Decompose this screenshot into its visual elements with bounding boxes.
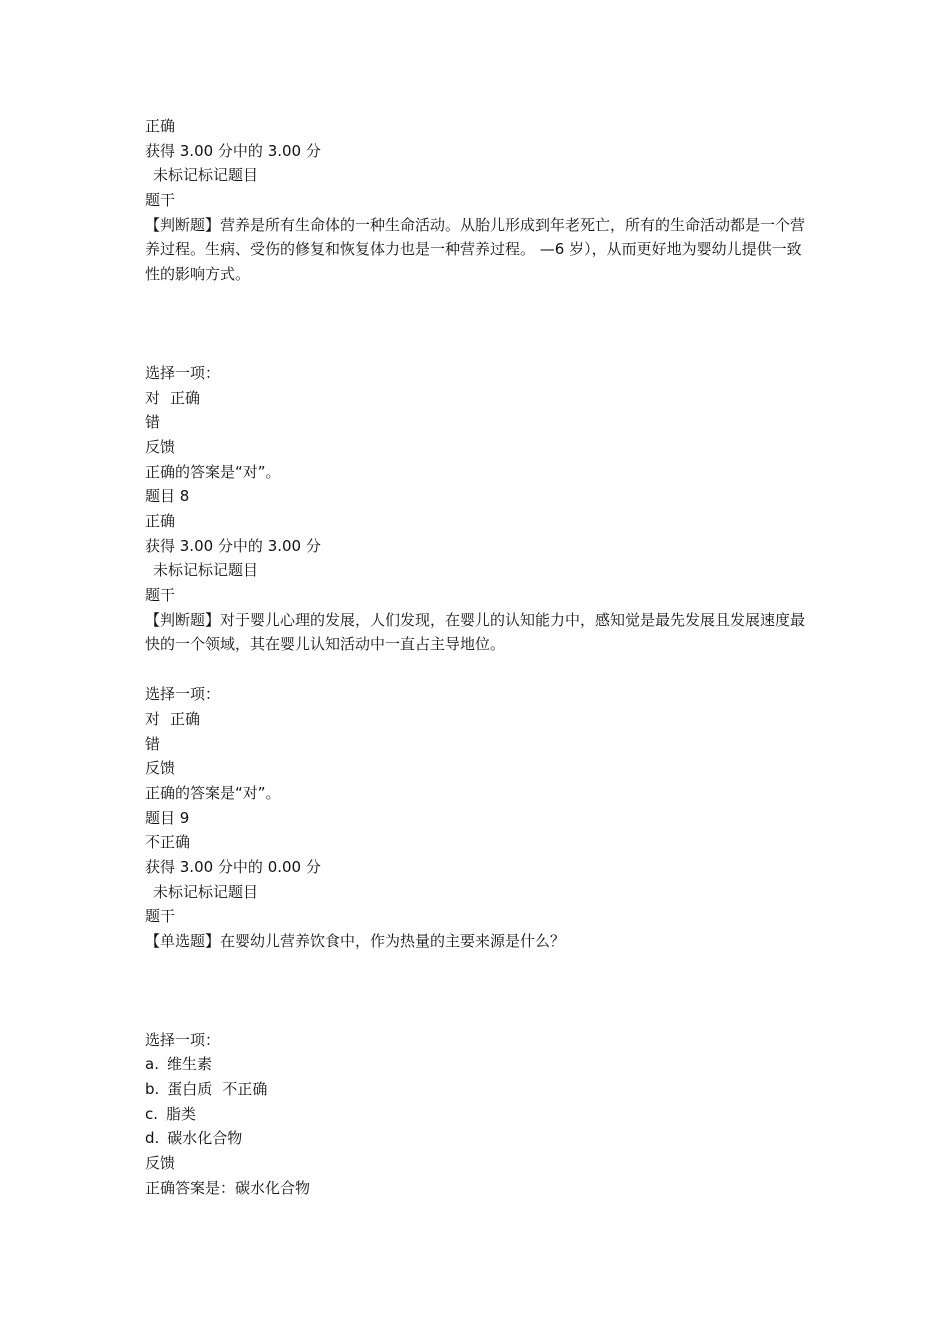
option-letter: a. (145, 1055, 159, 1074)
question-9-section (145, 806, 815, 1201)
answer-option-d[interactable] (145, 1126, 815, 1151)
feedback-label: 反馈 (145, 437, 176, 456)
answer-option-c[interactable] (145, 1102, 815, 1127)
option-result-mark: 不正确 (222, 1080, 268, 1099)
spacer (145, 287, 815, 361)
option-label: 维生素 (166, 1055, 212, 1074)
option-label: 对 (145, 388, 161, 407)
question-stem: 【单选题】在婴幼儿营养饮食中，作为热量的主要来源是什么？ (145, 932, 566, 951)
quiz-review-document (145, 114, 815, 1201)
option-letter: d. (145, 1129, 160, 1148)
question-score: 获得 3.00 分中的 3.00 分 (145, 141, 321, 160)
option-letter: b. (145, 1080, 160, 1099)
question-8-section (145, 484, 815, 805)
question-title: 题目 8 (145, 487, 190, 506)
answer-option-false[interactable] (145, 410, 815, 435)
feedback-text: 正确答案是：碳水化合物 (145, 1178, 311, 1197)
feedback-text: 正确的答案是“对”。 (145, 783, 281, 802)
answer-option-b[interactable] (145, 1077, 815, 1102)
option-label: 错 (145, 413, 161, 432)
flag-question-link[interactable]: 未标记标记题目 (153, 166, 259, 185)
option-label: 对 (145, 709, 161, 728)
question-status: 正确 (145, 511, 176, 530)
answer-option-true[interactable] (145, 386, 815, 411)
option-label: 错 (145, 734, 161, 753)
question-score: 获得 3.00 分中的 0.00 分 (145, 857, 321, 876)
option-result-mark: 正确 (170, 388, 201, 407)
answer-option-false[interactable] (145, 732, 815, 757)
stem-label: 题干 (145, 191, 176, 210)
flag-question-link[interactable]: 未标记标记题目 (153, 561, 259, 580)
question-score: 获得 3.00 分中的 3.00 分 (145, 536, 321, 555)
feedback-label: 反馈 (145, 759, 176, 778)
question-title: 题目 9 (145, 808, 190, 827)
feedback-label: 反馈 (145, 1154, 176, 1173)
stem-label: 题干 (145, 586, 176, 605)
answer-prompt: 选择一项： (145, 685, 221, 704)
option-label: 蛋白质 (167, 1080, 213, 1099)
question-7-section (145, 114, 815, 484)
stem-label: 题干 (145, 907, 176, 926)
spacer (145, 954, 815, 1028)
option-letter: c. (145, 1104, 159, 1123)
answer-prompt: 选择一项： (145, 363, 221, 382)
flag-question-link[interactable]: 未标记标记题目 (153, 882, 259, 901)
question-status: 不正确 (145, 833, 191, 852)
spacer (145, 657, 815, 682)
option-label: 脂类 (166, 1104, 197, 1123)
question-stem: 【判断题】营养是所有生命体的一种生命活动。从胎儿形成到年老死亡，所有的生命活动都是一个营养过程。生病、受伤的修复和恢复体力也是一种营养过程。 —6 岁），从而更好地为婴幼儿提供一致性的影响方式。 (145, 215, 806, 284)
answer-option-true[interactable] (145, 707, 815, 732)
answer-prompt: 选择一项： (145, 1030, 221, 1049)
question-status: 正确 (145, 117, 176, 135)
option-result-mark: 正确 (170, 709, 201, 728)
question-stem: 【判断题】对于婴儿心理的发展，人们发现，在婴儿的认知能力中，感知觉是最先发展且发展速度最快的一个领域，其在婴儿认知活动中一直占主导地位。 (145, 610, 806, 654)
option-label: 碳水化合物 (167, 1129, 243, 1148)
feedback-text: 正确的答案是“对”。 (145, 462, 281, 481)
answer-option-a[interactable] (145, 1052, 815, 1077)
